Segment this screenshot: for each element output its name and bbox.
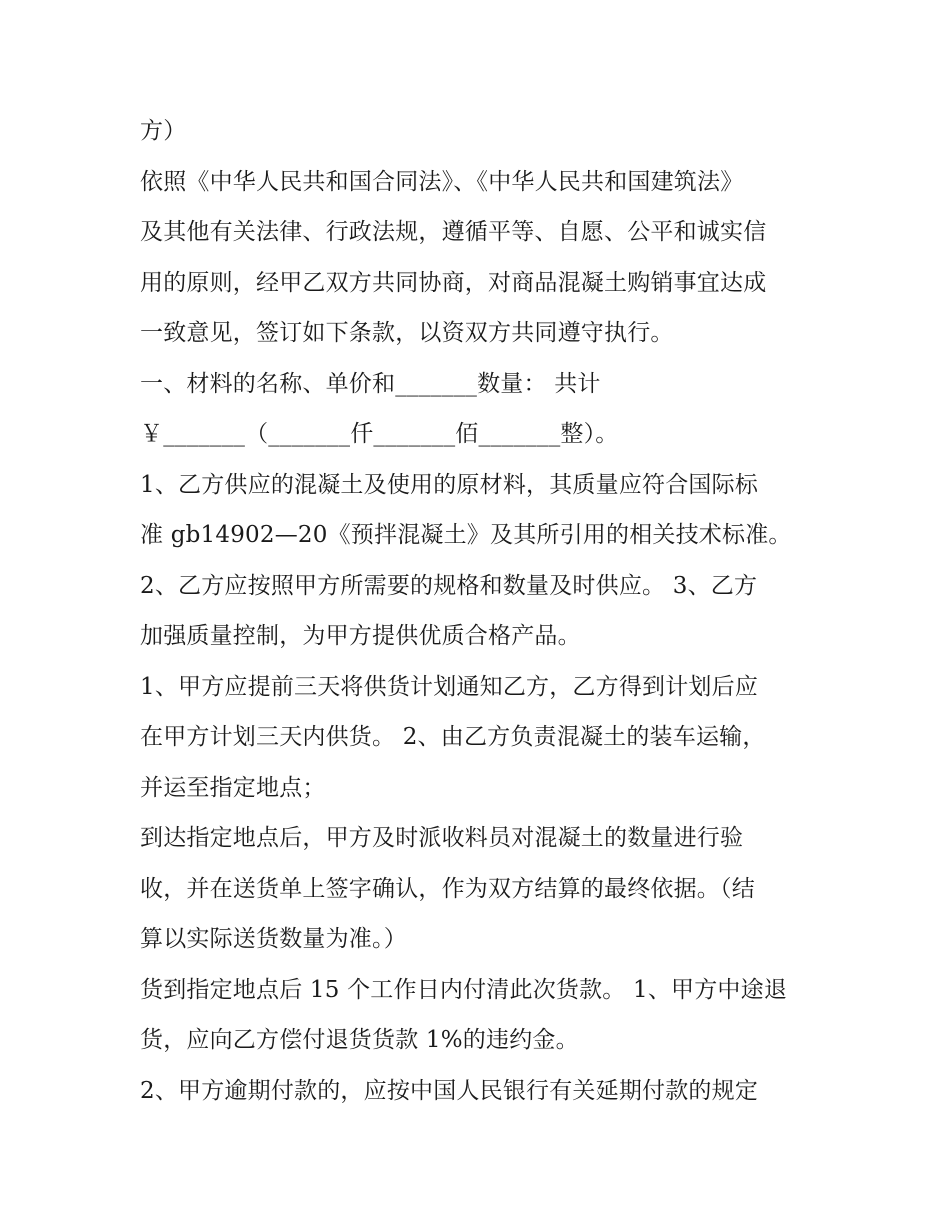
text-line: 一致意见，签订如下条款，以资双方共同遵守执行。 — [140, 320, 674, 346]
text-line: 收，并在送货单上签字确认，作为双方结算的最终依据。（结 — [140, 875, 755, 902]
text-line: 并运至指定地点； — [140, 774, 326, 801]
text-line: 算以实际送货数量为准。） — [140, 926, 407, 952]
amount-line: ￥_______（_______仟_______佰_______整）。 — [140, 421, 619, 447]
text-line: 1、乙方供应的混凝土及使用的原材料，其质量应符合国际标 — [140, 471, 759, 498]
text-line: 2、乙方应按照甲方所需要的规格和数量及时供应。 3、乙方 — [140, 572, 758, 599]
section-heading: 一、材料的名称、单价和_______数量： 共计 — [140, 370, 601, 397]
text-line: 到达指定地点后，甲方及时派收料员对混凝土的数量进行验 — [140, 825, 744, 851]
contract-text — [140, 106, 830, 1116]
text-line: 及其他有关法律、行政法规，遵循平等、自愿、公平和诚实信 — [140, 219, 767, 245]
text-line: 1、甲方应提前三天将供货计划通知乙方，乙方得到计划后应 — [140, 673, 759, 700]
text-line: 2、甲方逾期付款的，应按中国人民银行有关延期付款的规定 — [140, 1077, 759, 1104]
text-line: 方） — [140, 118, 187, 144]
text-line: 加强质量控制，为甲方提供优质合格产品。 — [140, 623, 581, 649]
text-line: 用的原则，经甲乙双方共同协商，对商品混凝土购销事宜达成 — [140, 269, 767, 296]
text-line: 货到指定地点后 15 个工作日内付清此次货款。 1、甲方中途退 — [140, 976, 788, 1003]
text-line: 在甲方计划三天内供货。 2、由乙方负责混凝土的装车运输， — [140, 724, 766, 750]
text-line: 依照《中华人民共和国合同法》、《中华人民共和国建筑法》 — [140, 168, 744, 195]
text-line: 准 gb14902—20《预拌混凝土》及其所引用的相关技术标准。 — [140, 522, 792, 548]
text-line: 货，应向乙方偿付退货货款 1%的违约金。 — [140, 1027, 579, 1053]
